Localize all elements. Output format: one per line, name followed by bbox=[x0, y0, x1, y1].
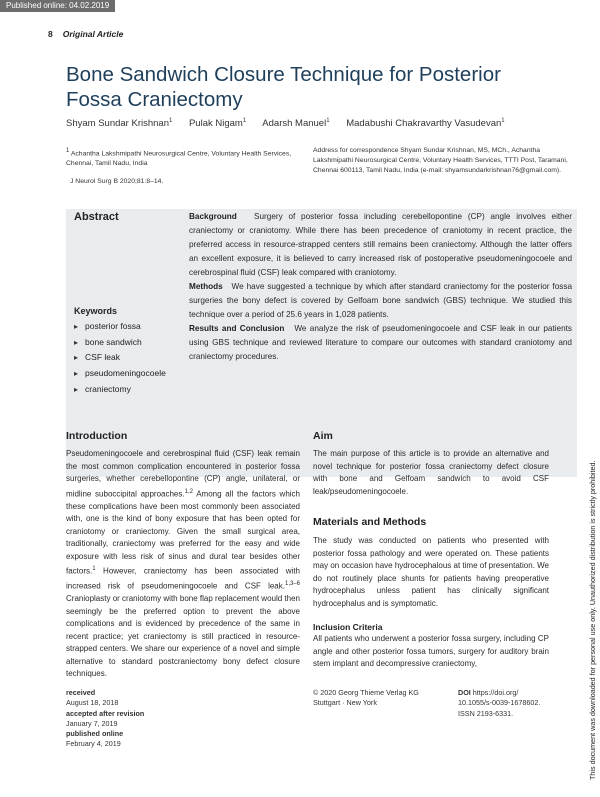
author: Pulak Nigam$^1$ bbox=[188, 118, 247, 130]
abstract-methods: Methods We have suggested a technique by which after standard craniectomy for the posterior fossa surgeries the bony defect is covered by Gelfoam bone sandwich (GBS) technique. We studied this technique over a period of 25.6 years in 1,028 patients. bbox=[189, 281, 572, 319]
author: Shyam Sundar Krishnan$^1$ bbox=[66, 118, 173, 130]
publisher-info: © 2020 Georg Thieme Verlag KG Stuttgart · New York bbox=[313, 688, 419, 708]
keywords-heading: Keywords bbox=[74, 306, 118, 316]
section-label: Original Article bbox=[62, 29, 124, 39]
keyword: ▸ craniectomy bbox=[74, 382, 166, 398]
author-list bbox=[66, 118, 519, 129]
methods-heading: Materials and Methods bbox=[313, 516, 427, 528]
aim-heading: Aim bbox=[313, 430, 333, 442]
abstract-heading: Abstract bbox=[74, 211, 119, 223]
abstract-results: Results and Conclusion We analyze the risk of pseudomeningocoele and CSF leak in our patients using GBS technique and reviewed literature to compare our outcomes with standard craniotomy and craniectomy procedures. bbox=[189, 323, 572, 361]
introduction-paragraph: Pseudomeningocoele and cerebrospinal fluid (CSF) leak remain the most common complication encountered in posterior fossa surgeries, whether cerebellopontine (CP) angle, unilateral, or midline suboccipital approaches.$^{1,2}$ Among all the factors which these complications have been most commonly been associated with, one is the kind of bony exposure that has been opted for craniotomy or craniectomy. Given the small surgical area, traditionally, craniectomy was preferred for the easy and wide exposure with less risk of sinus and dural tear besides other factors.$^1$ However, craniectomy has been associated with increased risk of pseudomeningocoele and CSF leak.$^{1,3-6}$ Cranioplasty or craniotomy with bone flap replacement would then seemingly be the preferred option to prevent the above complications and is evidenced by precedence of the same in recent practice; yet craniectomy is still practiced in resource-strapped centers. We share our experience of a novel and simple alternative to standard postcraniectomy bony defect closure techniques. bbox=[66, 449, 301, 679]
inclusion-criteria-heading: Inclusion Criteria bbox=[313, 622, 383, 632]
aim-paragraph: The main purpose of this article is to provide an alternative and novel technique for posterior fossa craniectomy defect closure with bone and Gelfoam sandwich to avoid CSF leak/pseudomeningocoele. bbox=[313, 449, 549, 496]
published-online-banner: Published online: 04.02.2019 bbox=[0, 0, 115, 12]
download-notice: This document was downloaded for personal use only. Unauthorized distribution is strictly prohibited. bbox=[588, 460, 597, 780]
inclusion-criteria-paragraph: All patients who underwent a posterior fossa surgery, including CP angle and other posterior fossa tumors, surgery for auditory brain stem implant and decompressive craniectomy, bbox=[313, 634, 549, 668]
journal-citation: J Neurol Surg B 2020;81:8–14. bbox=[70, 178, 164, 185]
affiliation: $^1$ Achantha Lakshmipathi Neurosurgical Centre, Voluntary Health Services, Chennai, Tamil Nadu, India bbox=[66, 148, 292, 168]
running-header bbox=[48, 29, 123, 39]
correspondence-address: Address for correspondence Shyam Sundar Krishnan, MS, MCh., Achantha Lakshmipathi Neurosurgical Centre, Voluntary Health Services, TTTI Post, Taramani, Chennai 600113, Tamil Nadu, India (e-mail: shyamsundarkrishnan76@gmail.com). bbox=[313, 147, 568, 174]
article-title: Bone Sandwich Closure Technique for Posterior Fossa Craniectomy bbox=[66, 63, 501, 111]
keyword: ▸ bone sandwich bbox=[74, 335, 166, 351]
keyword: ▸ posterior fossa bbox=[74, 319, 166, 335]
keyword-list bbox=[74, 319, 166, 398]
abstract-background: Background Surgery of posterior fossa including cerebellopontine (CP) angle involves either craniectomy or craniotomy. While there has been precedence of craniotomy in recent practice, the preferred access in resource-strapped centers still remains been craniectomy. Although the latter offers an excellent exposure, it is believed to carry increased risk of postoperative pseudomeningocoele and cerebrospinal fluid (CSF) leak compared with craniotomy. bbox=[189, 212, 573, 277]
history-dates: received August 18, 2018 accepted after revision January 7, 2019 published online February 4, 2019 bbox=[66, 688, 145, 749]
methods-paragraph: The study was conducted on patients who presented with posterior fossa pathology and were operated on. These patients may on occasion have hydrocephalous at time of presentation. We do not routinely place shunts for patients having preoperative hydrocephalus unless patient has clinically significant hydrocephalus and is symptomatic. bbox=[313, 536, 549, 608]
keyword: ▸ pseudomeningocoele bbox=[74, 366, 166, 382]
abstract-text bbox=[189, 210, 572, 363]
page-number: 8 bbox=[48, 29, 53, 39]
introduction-heading: Introduction bbox=[66, 430, 128, 442]
doi-info: DOI https://doi.org/ 10.1055/s-0039-1678602. ISSN 2193-6331. bbox=[458, 688, 541, 718]
doi-link[interactable]: https://doi.org/ bbox=[472, 688, 519, 697]
author: Madabushi Chakravarthy Vasudevan$^1$ bbox=[346, 118, 505, 130]
author: Adarsh Manuel$^1$ bbox=[262, 118, 330, 130]
keyword: ▸ CSF leak bbox=[74, 350, 166, 366]
